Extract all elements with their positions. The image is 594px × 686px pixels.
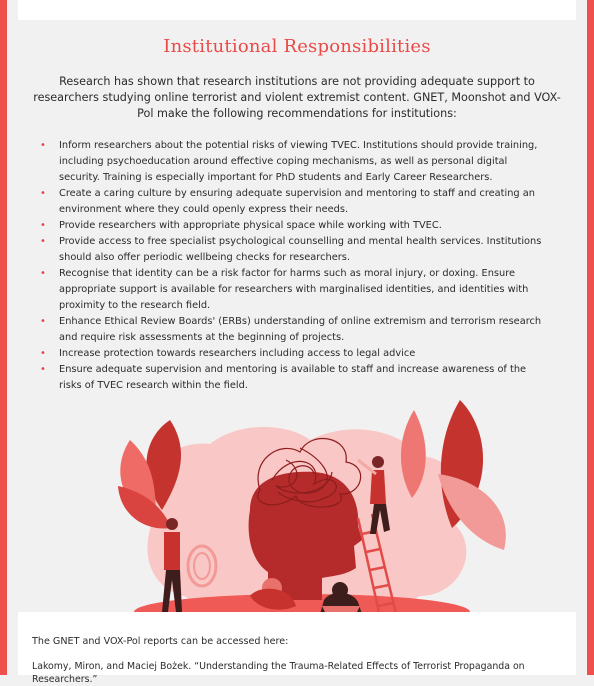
list-item-text: Ensure adequate supervision and mentoring is available to staff and increase awareness of the risks of TVEC research within the field. [59, 364, 527, 391]
intro-paragraph: Research has shown that research institutions are not providing adequate support to researchers studying online terrorist and violent extremist content. GNET, Moonshot and VOX-Pol make the following recommendations for institutions: [33, 75, 561, 120]
top-strip [18, 0, 576, 20]
list-item-text: Provide access to free specialist psychological counselling and mental health services. Institutions should also offer periodic wellbeing checks for researchers. [59, 236, 542, 263]
bullet-icon: • [40, 364, 46, 375]
list-item [28, 314, 550, 346]
list-item-text: Inform researchers about the potential risks of viewing TVEC. Institutions should provide training, including psychoeducation around effective coping mechanisms, as well as personal digital security. Training is especially important for PhD students and Early Career Researchers. [59, 140, 538, 183]
recommendations-list [28, 138, 550, 394]
bullet-icon: • [40, 140, 46, 151]
responsibilities-panel [18, 20, 576, 612]
page-title: Institutional Responsibilities [163, 36, 431, 57]
access-text: The GNET and VOX-Pol reports can be accessed here: [32, 636, 289, 647]
footer-section [18, 612, 576, 685]
bullet-icon: • [40, 220, 46, 231]
list-item [28, 186, 550, 218]
list-item-text: Enhance Ethical Review Boards' (ERBs) understanding of online extremism and terrorism research and require risk assessments at the beginning of projects. [59, 316, 542, 343]
list-item-text: Recognise that identity can be a risk factor for harms such as moral injury, or doxing. Ensure appropriate support is available for researchers with marginalised identities, and identities with proximity to the research field. [59, 268, 529, 311]
overwhelmed-researchers-illustration [100, 400, 520, 632]
bullet-icon: • [40, 316, 46, 327]
reference-citation: Lakomy, Miron, and Maciej Bożek. “Understanding the Trauma-Related Effects of Terrorist Propaganda on Researchers.” [32, 661, 525, 685]
bullet-icon: • [40, 188, 46, 199]
list-item [28, 346, 550, 362]
bullet-icon: • [40, 268, 46, 279]
right-border-stripe [587, 0, 594, 675]
bullet-icon: • [40, 348, 46, 359]
bullet-icon: • [40, 236, 46, 247]
list-item-text: Create a caring culture by ensuring adequate supervision and mentoring to staff and creating an environment where they could openly express their needs. [59, 188, 535, 215]
list-item-text: Provide researchers with appropriate physical space while working with TVEC. [59, 220, 442, 231]
left-border-stripe [0, 0, 7, 675]
list-item [28, 218, 550, 234]
list-item [28, 266, 550, 314]
list-item [28, 138, 550, 186]
list-item [28, 234, 550, 266]
list-item [28, 362, 550, 394]
list-item-text: Increase protection towards researchers including access to legal advice [59, 348, 416, 359]
